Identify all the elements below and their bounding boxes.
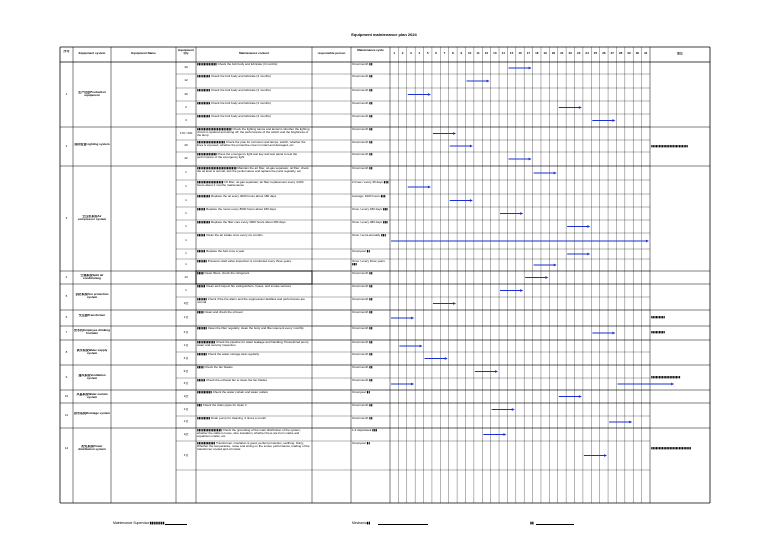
schedule-arrow-head xyxy=(587,253,590,256)
group-system: 变压器Transformer xyxy=(78,314,106,317)
group-no: 4 xyxy=(65,275,68,279)
group-no: 3 xyxy=(65,216,68,220)
schedule-arrow-head xyxy=(495,370,498,373)
week-header: 11 xyxy=(476,52,480,55)
row-cycle: Once/month ▮▮ xyxy=(352,272,373,275)
row-qty: 13 xyxy=(184,275,188,279)
week-header: 21 xyxy=(560,52,564,55)
header-no: 序号 xyxy=(63,50,70,53)
header-remark: 备注 xyxy=(676,52,683,55)
page-title: Equipment maintenance plan 2024 xyxy=(351,32,417,37)
row-content: ▮▮▮▮▮▮▮▮▮▮▮▮ Check the bolt body and lubricate (3 months) xyxy=(197,63,278,66)
schedule-arrow-head xyxy=(604,454,607,457)
schedule-arrow-head xyxy=(554,172,557,175)
group-remark: ▮▮▮▮▮▮▮▮▮ xyxy=(651,316,665,319)
row-qty: 42 xyxy=(184,157,188,160)
row-content: ▮▮▮▮ Check the fan blades xyxy=(197,366,233,369)
row-qty: 1 xyxy=(185,252,187,255)
group-system: 饮水机Employee drinking fountain xyxy=(74,329,110,336)
group-no: 10 xyxy=(64,394,69,398)
row-content: ▮▮▮▮▮▮▮▮▮▮▮▮▮▮▮▮▮▮▮▮▮▮▮▮ Maintain the air filter, oil-gas separator, oil filter, check the oil level is normal, test the performance and replace the parts regularly, etc xyxy=(197,167,309,174)
week-header: 31 xyxy=(644,52,648,55)
row-cycle: Once/month ▮▮ xyxy=(352,128,373,131)
group-system: 生产设备Production equipment xyxy=(78,90,106,97)
row-qty: 1 xyxy=(185,224,187,228)
footer-worker-label: Mechanic▮▮ xyxy=(352,521,371,525)
row-cycle: Once/month ▮▮ xyxy=(352,285,373,288)
row-cycle: Once/month ▮▮ xyxy=(352,404,373,407)
row-qty: 3 xyxy=(185,105,187,109)
row-cycle: Once/month ▮▮ xyxy=(352,153,373,156)
row-content: ▮▮▮▮ Clean filters, check the refrigerant xyxy=(197,272,250,275)
week-header: 24 xyxy=(585,52,589,55)
row-qty: 1台 xyxy=(183,344,189,347)
row-content: ▮▮▮▮▮▮▮▮ Check the bolt body and lubricate (3 months) xyxy=(197,89,271,92)
row-cycle: Once/month ▮▮ xyxy=(352,75,373,78)
footer-approve-label: ▮▮ xyxy=(530,521,534,525)
schedule-arrow-head xyxy=(470,145,473,148)
footer-approve xyxy=(530,521,574,525)
footer-worker xyxy=(352,521,428,525)
row-content: ▮▮▮▮▮▮▮▮ Check the bolt body and lubricate (3 months) xyxy=(197,115,271,118)
week-header: 15 xyxy=(509,52,514,55)
schedule-arrow-head xyxy=(512,408,515,411)
week-header: 6 xyxy=(435,52,437,55)
schedule-arrow-head xyxy=(411,317,414,320)
row-content: ▮▮▮▮▮▮▮▮ Replace the filter core every 4000 hours about 480 days xyxy=(197,221,286,224)
schedule-arrow-head xyxy=(554,264,557,267)
schedule-arrow-head xyxy=(529,67,532,70)
schedule-arrow-head xyxy=(545,276,548,279)
week-header: 22 xyxy=(568,52,572,55)
schedule-arrow-head xyxy=(529,158,532,161)
schedule-arrow-head xyxy=(428,93,431,96)
row-qty: 1台 xyxy=(183,407,189,411)
week-header: 19 xyxy=(543,52,547,55)
group-remark xyxy=(651,414,709,419)
row-content: ▮▮▮▮▮▮▮▮▮▮▮▮▮▮▮ Check the grounding of the main distribution of the system, whether the cable is loose, wire insulation, whether there are burn marks and expansion marks, etc xyxy=(197,429,301,439)
row-qty: 1 xyxy=(185,198,187,202)
schedule-arrow-head xyxy=(520,289,523,292)
row-cycle: 2 times / every 45 days ▮▮▮ xyxy=(352,181,389,184)
row-cycle: Once/month ▮▮ xyxy=(352,366,373,369)
row-qty: 3台 xyxy=(183,382,189,385)
group-remark xyxy=(651,93,709,98)
row-qty: 1批 xyxy=(183,432,189,436)
schedule-arrow-head xyxy=(646,240,649,243)
week-header: 17 xyxy=(526,52,531,55)
row-qty: 3 xyxy=(185,118,187,122)
group-system: 风幕系统Water curtain system xyxy=(76,392,108,399)
row-content: ▮▮▮▮▮▮▮▮▮▮▮▮▮▮▮▮ Oil filter, oil-gas separator, air filter replacement every 4,000 hours about 2 months maintenance xyxy=(197,181,304,188)
row-qty: 40 xyxy=(184,92,188,96)
week-header: 3 xyxy=(410,52,412,55)
group-no: 6 xyxy=(65,316,68,319)
schedule-arrow-head xyxy=(487,80,490,83)
header-content: Maintenance content xyxy=(239,52,269,55)
row-cycle: Average: 4000 hours ▮▮▮ xyxy=(352,195,386,198)
row-content: ▮▮▮ Check the drain pipes for clean it xyxy=(197,404,247,407)
row-cycle: Once / semi-annually ▮▮▮ xyxy=(352,234,386,237)
row-content: ▮▮▮▮▮▮▮▮▮ Check the water curtain and water outlets xyxy=(197,391,268,394)
row-content: ▮▮▮▮▮▮▮▮▮▮▮▮▮▮▮▮▮▮▮▮▮ Check the lighting lamps and lanterns whether the lighting circuit is repaired and wiring off, the performance of the switch and the brightness of the lamp xyxy=(197,128,310,138)
row-qty: 4台 xyxy=(183,356,189,360)
header-cycle: Maintenance cycle xyxy=(357,49,384,52)
week-header: 8 xyxy=(452,52,454,55)
week-header: 16 xyxy=(518,52,522,55)
header-system: Equipment system xyxy=(78,52,106,55)
schedule-arrow-head xyxy=(411,383,414,386)
week-header: 13 xyxy=(493,52,497,55)
row-cycle: Once/month ▮▮ xyxy=(352,141,373,144)
week-header: 10 xyxy=(467,52,472,55)
row-cycle: Once/year ▮▮ xyxy=(352,391,370,394)
week-header: 18 xyxy=(535,52,539,55)
week-header: 23 xyxy=(577,52,581,55)
week-header: 25 xyxy=(593,52,598,55)
schedule-arrow-head xyxy=(629,421,632,424)
group-no: 9 xyxy=(65,375,68,379)
group-remark xyxy=(651,395,709,400)
week-header: 7 xyxy=(443,52,446,55)
row-cycle: Once/month ▮▮ xyxy=(352,102,373,105)
row-qty: 20 xyxy=(184,144,188,147)
group-no: 1 xyxy=(65,92,68,96)
row-qty: 1批 xyxy=(183,301,189,305)
group-system: 排水系统Drainage system xyxy=(74,411,110,415)
row-content: ▮▮▮▮▮ Replace the belt once a year xyxy=(197,250,245,253)
group-system: 空压机系统Air compressor system xyxy=(77,214,107,221)
week-header: 5 xyxy=(426,52,429,55)
group-remark: ▮▮▮▮▮▮▮▮▮▮▮▮▮▮▮▮▮▮▮▮▮▮▮▮▮▮ xyxy=(651,447,692,450)
group-remark: ▮▮▮▮▮▮▮▮▮ xyxy=(651,331,665,334)
schedule-arrow-head xyxy=(470,199,473,202)
row-cycle: Once/month ▮▮ xyxy=(352,115,373,118)
row-content: ▮▮▮▮▮▮ Clean the filter regularly, clean the body and filter element every monthly xyxy=(197,327,304,330)
row-qty: 1 xyxy=(185,211,187,215)
schedule-arrow-head xyxy=(671,383,674,386)
row-content: ▮▮▮▮▮ Check the exhaust fan to clean the fan blades xyxy=(197,379,267,382)
schedule-arrow-head xyxy=(612,119,615,122)
row-cycle: Once/month ▮▮ xyxy=(352,167,373,170)
schedule-arrow-head xyxy=(428,186,431,189)
row-qty: 1台 xyxy=(183,420,189,423)
row-qty: 1 xyxy=(185,288,187,292)
group-system: 通风系统Ventilation system xyxy=(78,373,106,380)
row-cycle: Once/month ▮▮ xyxy=(352,63,373,66)
group-system: 配电系统Power distribution system xyxy=(78,445,106,452)
week-header: 27 xyxy=(610,52,614,55)
schedule-arrow-head xyxy=(453,132,456,135)
row-content: ▮▮▮▮▮▮▮▮▮▮▮ Transformer, insulation is good, perfect protection, earthing, fixing; Whether the temperature, noise and wiring on the screw, performance, loading of the transformer cooled and oil inside xyxy=(197,442,310,452)
row-qty: 1台 xyxy=(183,316,189,319)
schedule-arrow-head xyxy=(579,395,582,398)
group-system: 空调系统Split air conditioning xyxy=(80,273,104,280)
group-no: 7 xyxy=(65,331,68,334)
row-cycle: Once/month ▮▮ xyxy=(352,298,373,301)
row-cycle: Once/month ▮▮ xyxy=(352,379,373,382)
header-person: responsible person xyxy=(317,52,346,55)
row-cycle: Once/month ▮▮ xyxy=(352,89,373,92)
header-name: Equipment Name xyxy=(131,52,156,55)
week-header: 28 xyxy=(618,52,623,55)
group-remark xyxy=(651,351,709,356)
row-qty: 12 xyxy=(184,79,188,82)
row-qty: 1 xyxy=(185,171,187,174)
row-content: ▮▮▮▮▮ Clean the air intake once every six months xyxy=(197,234,263,237)
row-content: ▮▮▮▮▮▮ Check the water storage tank regularly xyxy=(197,353,260,356)
week-header: 4 xyxy=(418,52,421,55)
week-header: 1 xyxy=(393,52,396,55)
row-content: ▮▮▮▮▮▮▮▮ Check the bolt body and lubricate (3 months) xyxy=(197,102,271,105)
row-qty: 1台 xyxy=(183,453,189,457)
row-content: ▮▮▮▮▮▮▮▮ Drain pump for cleaning, 2 times a month xyxy=(197,417,266,420)
row-qty: 1批 xyxy=(183,394,189,398)
schedule-arrow-head xyxy=(453,302,456,305)
row-qty: 1 xyxy=(185,263,187,266)
group-system: 供水系统Water supply system xyxy=(76,348,108,355)
schedule-arrow-head xyxy=(587,225,590,228)
row-content: ▮▮▮▮▮▮ Pressure relief valve inspection is conducted every three years xyxy=(197,260,291,263)
row-cycle: Once/month ▮▮ xyxy=(352,341,373,344)
group-remark xyxy=(651,295,709,300)
row-cycle: Once/month ▮▮ xyxy=(352,417,373,420)
group-remark: ▮▮▮▮▮▮▮▮▮▮▮▮▮▮▮▮▮▮▮ xyxy=(651,375,681,379)
row-content: ▮▮▮▮ Clean and check the oil level xyxy=(197,311,243,314)
week-header: 30 xyxy=(635,52,640,55)
group-no: 11 xyxy=(64,413,69,417)
row-qty: 9台 xyxy=(183,369,189,373)
week-header: 9 xyxy=(460,52,463,55)
group-remark xyxy=(651,276,709,281)
row-content: ▮▮▮▮▮▮▮▮▮▮▮ Check the pipeline for water leakage and handling; Pressurized pump water and security inspection xyxy=(197,341,309,348)
group-no: 2 xyxy=(65,144,68,148)
row-qty: 170 / 440 xyxy=(179,131,193,135)
row-cycle: Once/year ▮▮ xyxy=(352,442,370,445)
row-cycle: 1-2 days/week ▮▮▮ xyxy=(352,429,378,432)
group-no: 5 xyxy=(65,295,68,298)
week-header: 2 xyxy=(401,52,404,55)
week-header: 29 xyxy=(627,52,631,55)
schedule-arrow-head xyxy=(520,212,523,215)
row-qty: 4台 xyxy=(183,331,189,334)
footer-supervisor xyxy=(113,521,187,525)
group-remark xyxy=(651,217,709,222)
row-content: ▮▮▮▮▮▮▮▮ Replace the oil every 4000 hours about 180 days xyxy=(197,195,277,198)
week-header: 26 xyxy=(602,52,606,55)
schedule-arrow-head xyxy=(612,332,615,335)
schedule-arrow-head xyxy=(445,357,448,360)
row-cycle: Once / every 180 days ▮▮▮ xyxy=(352,208,388,211)
header-qty: Equipment Qty xyxy=(178,49,194,56)
week-header: 12 xyxy=(484,52,489,55)
week-header: 20 xyxy=(551,52,556,55)
group-no: 8 xyxy=(65,350,68,354)
group-no: 12 xyxy=(64,447,69,450)
row-qty: 1 xyxy=(185,239,187,242)
schedule-arrow-head xyxy=(503,433,506,436)
schedule-arrow-head xyxy=(420,345,423,348)
group-system: 照明设备Lighting system xyxy=(74,142,110,146)
row-content: ▮▮▮▮▮▮ Check if the fire alarm and fire suppression facilities and performance are normal xyxy=(197,298,305,305)
row-cycle: Once/month ▮▮ xyxy=(352,327,373,330)
week-header: 14 xyxy=(501,52,505,55)
row-content: ▮▮▮▮▮▮▮▮ Check the bolt body and lubricate (3 months) xyxy=(197,75,271,78)
footer-supervisor-label: Maintenance Supervisor▮▮▮▮▮▮▮▮ xyxy=(113,521,165,525)
row-content: ▮▮▮▮▮▮▮▮▮▮▮▮▮▮▮▮▮ Check the pole for corrosion and lamps, switch, whether the lines is exposed, whether the protective cover is intact and damaged, etc xyxy=(197,141,306,148)
row-content: ▮▮▮▮▮ Replace the motor every 8000 hours about 180 days xyxy=(197,208,276,211)
group-system: 消防系统Fire protection system xyxy=(75,293,109,300)
schedule-arrow-head xyxy=(579,106,582,109)
row-cycle: Once/year ▮▮ xyxy=(352,250,370,253)
row-content: ▮▮▮▮▮▮▮▮▮▮▮▮ Press the emergency light test key and test panel to test the performance of the emergency light xyxy=(197,153,298,160)
row-content: ▮▮▮▮▮ Clean and inspect fire extinguishers, hoses, and smoke sensors xyxy=(197,285,291,288)
group-remark: ▮▮▮▮▮▮▮▮▮▮▮▮▮▮▮▮▮▮▮▮▮▮▮▮ xyxy=(651,144,688,148)
row-qty: 40 xyxy=(184,66,188,69)
row-cycle: Once / every 480 days ▮▮▮ xyxy=(352,221,388,224)
row-cycle: Once / every three years ▮▮▮ xyxy=(352,260,385,267)
row-cycle: Once/month ▮▮ xyxy=(352,311,373,314)
row-cycle: Once/month ▮▮ xyxy=(352,353,373,356)
row-qty: 1 xyxy=(185,185,187,188)
